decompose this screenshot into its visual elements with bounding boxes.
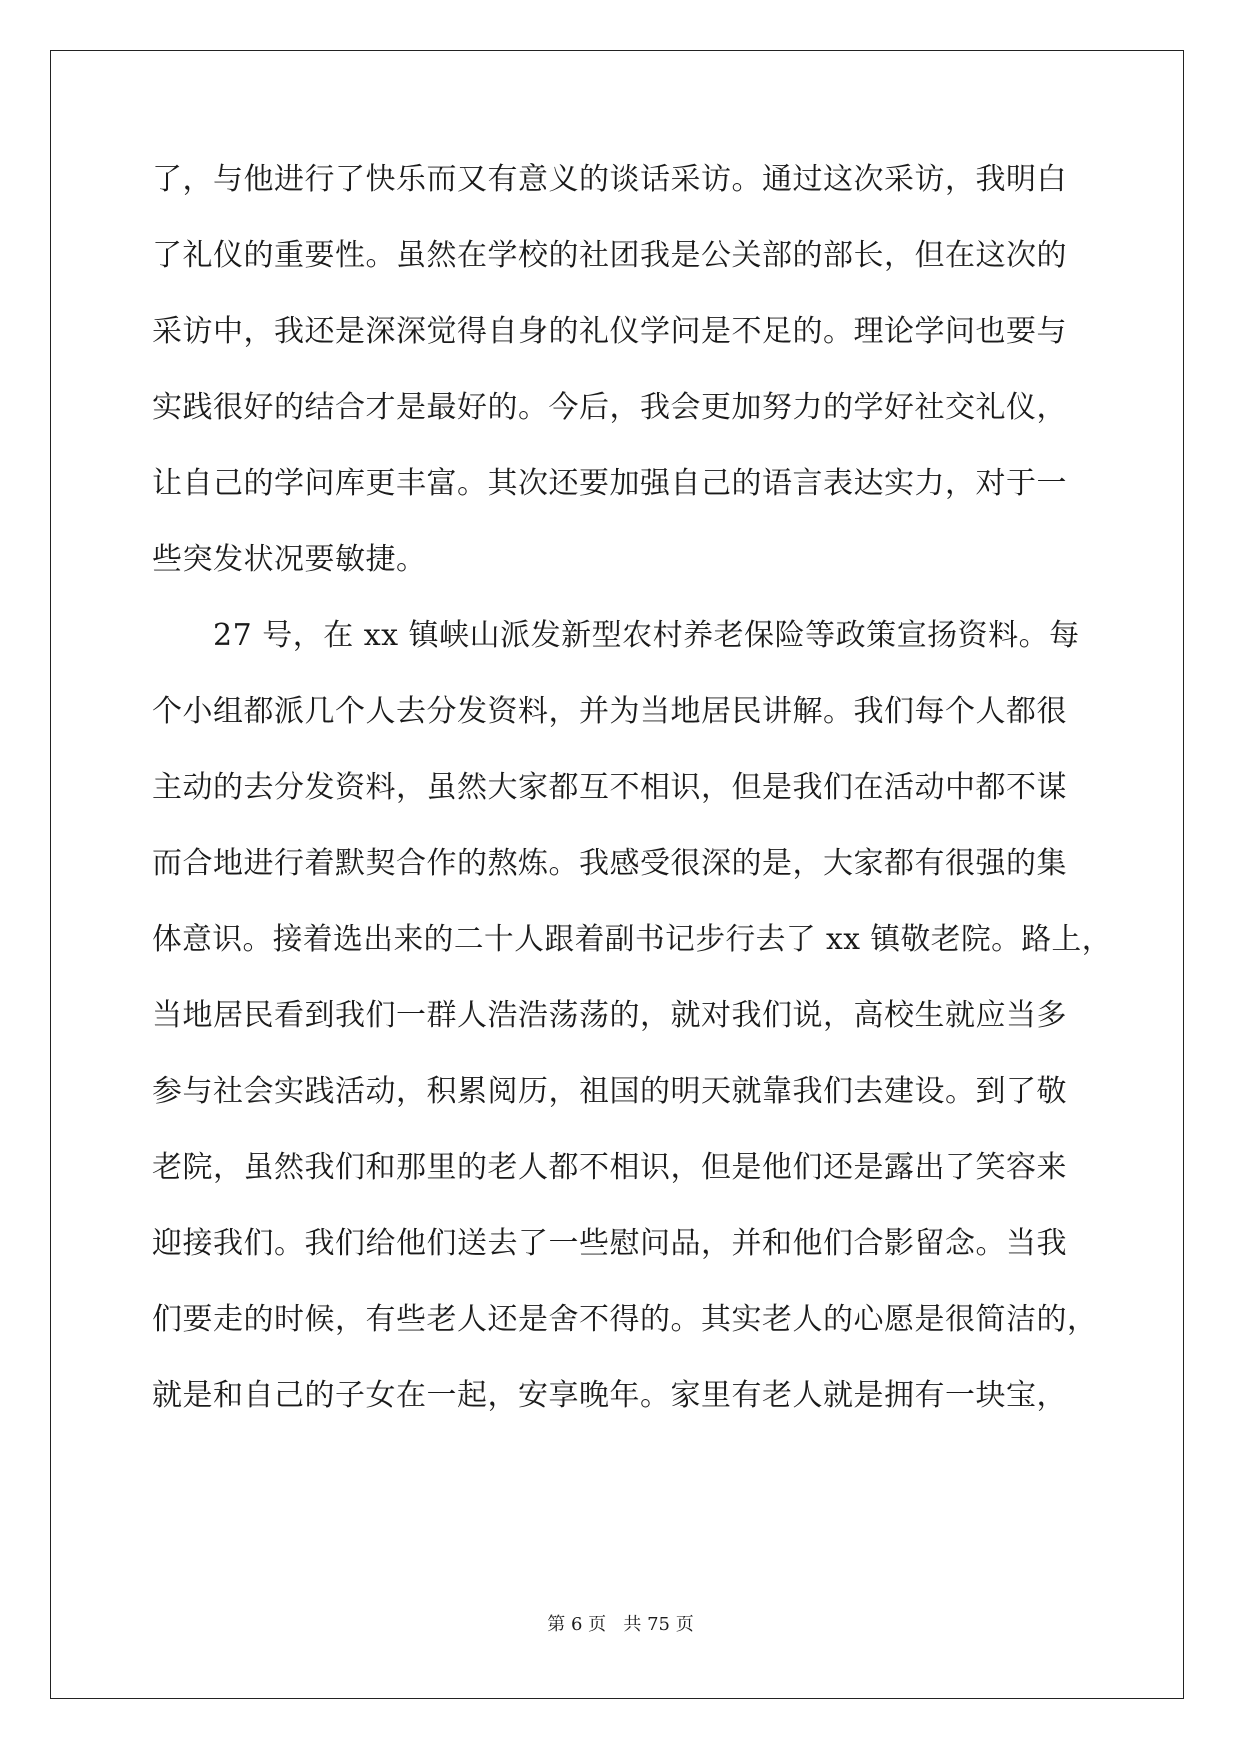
page-number-footer: 第 6 页 共 75 页 [547, 1614, 694, 1635]
text-line: 体意识。接着选出来的二十人跟着副书记步行去了 xx 镇敬老院。路上， [152, 922, 1112, 957]
text-line: 让自己的学问库更丰富。其次还要加强自己的语言表达实力，对于一 [152, 466, 1067, 501]
text-line: 实践很好的结合才是最好的。今后，我会更加努力的学好社交礼仪， [152, 390, 1067, 425]
text-line: 了，与他进行了快乐而又有意义的谈话采访。通过这次采访，我明白 [152, 162, 1067, 197]
text-line: 27 号，在 xx 镇峡山派发新型农村养老保险等政策宣扬资料。每 [152, 618, 1080, 653]
text-line: 了礼仪的重要性。虽然在学校的社团我是公关部的部长，但在这次的 [152, 238, 1067, 273]
text-line: 些突发状况要敏捷。 [152, 542, 427, 577]
text-line: 个小组都派几个人去分发资料，并为当地居民讲解。我们每个人都很 [152, 694, 1067, 729]
text-line: 而合地进行着默契合作的熬炼。我感受很深的是，大家都有很强的集 [152, 846, 1067, 881]
text-line: 老院，虽然我们和那里的老人都不相识，但是他们还是露出了笑容来 [152, 1150, 1067, 1185]
text-line: 就是和自己的子女在一起，安享晚年。家里有老人就是拥有一块宝， [152, 1378, 1067, 1413]
text-line: 们要走的时候，有些老人还是舍不得的。其实老人的心愿是很简洁的， [152, 1302, 1098, 1337]
text-line: 采访中，我还是深深觉得自身的礼仪学问是不足的。理论学问也要与 [152, 314, 1067, 349]
text-line: 参与社会实践活动，积累阅历，祖国的明天就靠我们去建设。到了敬 [152, 1074, 1067, 1109]
text-line: 主动的去分发资料，虽然大家都互不相识，但是我们在活动中都不谋 [152, 770, 1067, 805]
text-line: 迎接我们。我们给他们送去了一些慰问品，并和他们合影留念。当我 [152, 1226, 1067, 1261]
text-line: 当地居民看到我们一群人浩浩荡荡的，就对我们说，高校生就应当多 [152, 998, 1067, 1033]
